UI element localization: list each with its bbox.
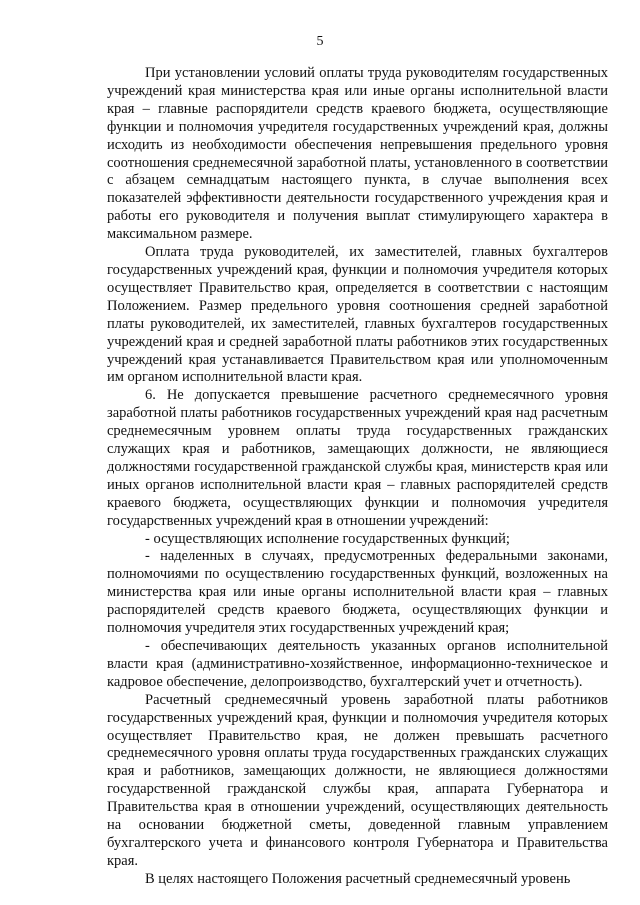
paragraph-ceo-pay-conditions: При установлении условий оплаты труда руководителям государственных учреждений края министерства края или иные органы исполнительной власти края – главные распорядители средств краевого бюджета, осуществляющие функции и полномочия учредителя государственных учреждений края, должны исходить из необходимости обеспечения непревышения предельного уровня соотношения среднемесячной заработной платы, установленного в соответствии с абзацем семнадцатым настоящего пункта, в случае выполнения всех показателей эффективности деятельности государственного учреждения края и работы его руководителя и получения выплат стимулирующего характера в максимальном размере.	[107, 65, 608, 243]
paragraph-continuation: В целях настоящего Положения расчетный среднемесячный уровень	[145, 870, 571, 887]
paragraph-government-salary-limit: Расчетный среднемесячный уровень заработной платы работников государственных учреждений края, функции и полномочия учредителя которых осуществляет Правительство края, не должен превышать расчетного среднемесячного уровня оплаты труда государственных гражданских служащих края и работников, замещающих должности, не являющиеся должностями государственной гражданской службы края, аппарата Губернатора и Правительства края в отношении учреждений, осуществляющих деятельность на основании бюджетной сметы, доведенной главным управлением бухгалтерского учета и финансового контроля Губернатора и Правительства края.	[107, 691, 608, 869]
list-item-support-activities: - обеспечивающих деятельность указанных органов исполнительной власти края (административно-хозяйственное, информационно-техническое и кадровое обеспечение, делопроизводство, бухгалтерский учет и отчетность).	[107, 638, 608, 690]
list-item-delegated-powers: - наделенных в случаях, предусмотренных федеральными законами, полномочиями по осуществлению государственных функций, возложенных на министерства края или иные органы исполнительной власти края – главных распорядителей средств краевого бюджета, осуществляющих функции и полномочия учредителя этих государственных учреждений края;	[107, 548, 608, 637]
list-item-state-functions: - осуществляющих исполнение государственных функций;	[145, 530, 510, 547]
page-number: 5	[316, 34, 324, 49]
paragraph-government-institutions-pay: Оплата труда руководителей, их заместителей, главных бухгалтеров государственных учреждений края, функции и полномочия учредителя которых осуществляет Правительство края, определяется в соответствии с настоящим Положением. Размер предельного уровня соотношения средней заработной платы руководителей, их заместителей, главных бухгалтеров государственных учреждений края и средней заработной платы работников этих государственных учреждений края устанавливается Правительством края или уполномоченным им органом исполнительной власти края.	[107, 244, 608, 386]
paragraph-section-6: 6. Не допускается превышение расчетного среднемесячного уровня заработной платы работников государственных учреждений края над расчетным среднемесячным уровнем оплаты труда государственных гражданских служащих края и работников, замещающих должности, не являющиеся должностями государственной гражданской службы края, министерств края или иных органов исполнительной власти края – главных распорядителей средств краевого бюджета, осуществляющих функции и полномочия учредителя государственных учреждений края в отношении учреждений:	[107, 387, 608, 529]
document-body	[107, 65, 608, 889]
